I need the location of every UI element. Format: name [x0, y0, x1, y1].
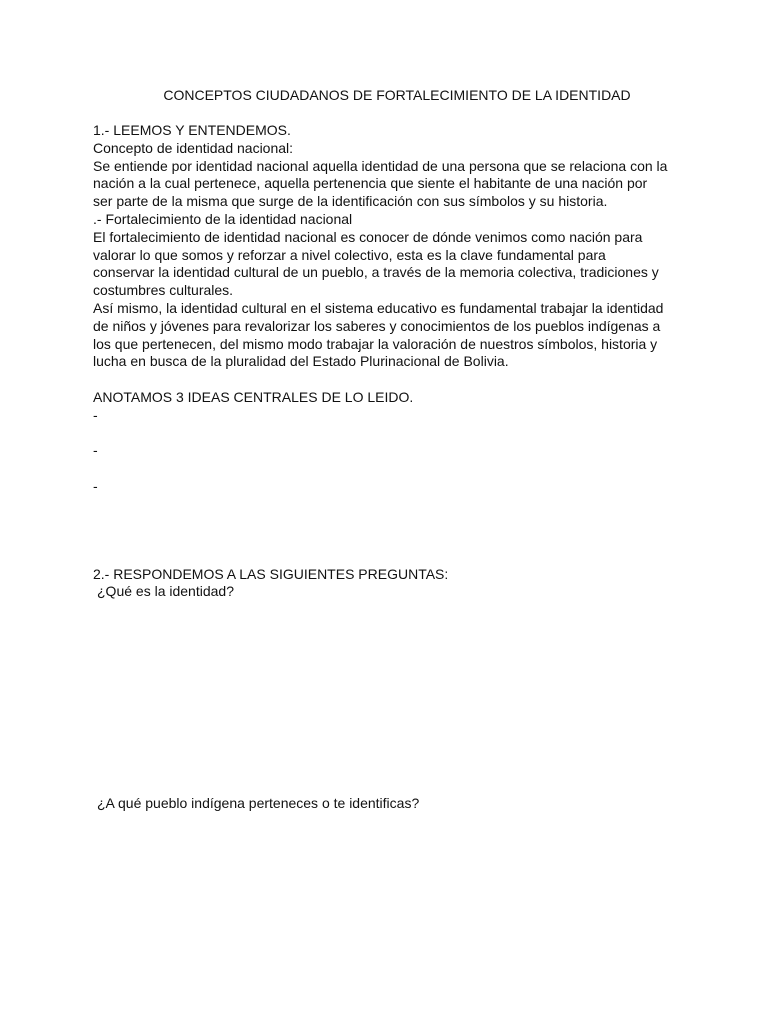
concept-label: Concepto de identidad nacional:	[93, 139, 294, 156]
educativo-line: los que pertenecen, del mismo modo trabajar la valoración de nuestros símbolos, historia y	[93, 335, 658, 352]
idea-dash: -	[93, 406, 98, 423]
fortalecimiento-line: costumbres culturales.	[93, 282, 234, 299]
spacer	[93, 371, 693, 389]
section-2-heading: 2.- RESPONDEMOS A LAS SIGUIENTES PREGUNTAS:	[93, 566, 449, 582]
concept-line: Se entiende por identidad nacional aquella identidad de una persona que se relaciona con la	[93, 157, 668, 174]
fortalecimiento-line: valorar lo que somos y reforzar a nivel colectivo, esta es la clave fundamental para	[93, 246, 606, 263]
ideas-prompt: ANOTAMOS 3 IDEAS CENTRALES DE LO LEIDO.	[93, 388, 414, 405]
section-1-heading: 1.- LEEMOS Y ENTENDEMOS.	[93, 122, 291, 138]
educativo-line: lucha en busca de la pluralidad del Estado Plurinacional de Bolivia.	[93, 353, 509, 370]
question-1: ¿Qué es la identidad?	[97, 583, 234, 599]
idea-dash: -	[93, 477, 98, 494]
fortalecimiento-line: El fortalecimiento de identidad nacional es conocer de dónde venimos como nación para	[93, 228, 643, 245]
concept-line: nación a la cual pertenece, aquella pertenencia que siente el habitante de una nación por	[93, 175, 648, 192]
concept-line: ser parte de la misma que surge de la identificación con sus símbolos y su historia.	[93, 193, 608, 210]
educativo-line: Así mismo, la identidad cultural en el sistema educativo es fundamental trabajar la identidad	[93, 299, 664, 316]
idea-dash: -	[93, 442, 98, 459]
educativo-line: de niños y jóvenes para revalorizar los saberes y conocimientos de los pueblos indígenas a	[93, 317, 661, 334]
section-1	[93, 122, 693, 496]
document-title: CONCEPTOS CIUDADANOS DE FORTALECIMIENTO DE LA IDENTIDAD	[163, 87, 631, 103]
question-2: ¿A qué pueblo indígena perteneces o te identificas?	[97, 795, 420, 811]
answer-space	[93, 425, 693, 443]
fortalecimiento-line: conservar la identidad cultural de un pueblo, a través de la memoria colectiva, tradiciones y	[93, 264, 659, 281]
fortalecimiento-label: .- Fortalecimiento de la identidad nacional	[93, 210, 353, 227]
answer-space	[93, 460, 693, 478]
